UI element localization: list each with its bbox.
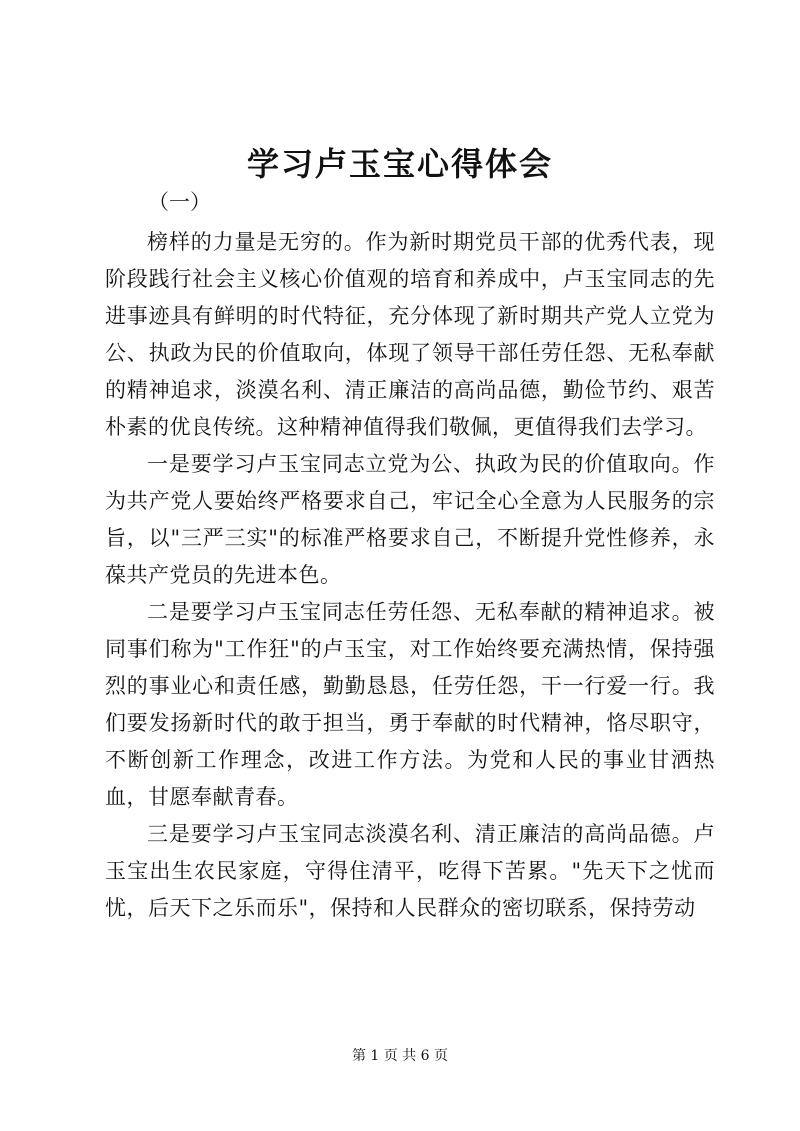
paragraph-intro: 榜样的力量是无穷的。作为新时期党员干部的优秀代表，现阶段践行社会主义核心价值观的培育和养成中，卢玉宝同志的先进事迹具有鲜明的时代特征，充分体现了新时期共产党人立党为公、执政为民的价值取向，体现了领导干部任劳任怨、无私奉献的精神追求，淡漠名利、清正廉洁的高尚品德，勤俭节约、艰苦朴素的优良传统。这种精神值得我们敬佩，更值得我们去学习。 [105, 230, 715, 439]
paragraph-point-three: 三是要学习卢玉宝同志淡漠名利、清正廉洁的高尚品德。卢玉宝出生农民家庭，守得住清平，吃得下苦累。"先天下之忧而忧，后天下之乐而乐"，保持和人民群众的密切联系，保持劳动 [105, 822, 715, 920]
page-footer: 第 1 页 共 6 页 [351, 1048, 449, 1064]
paragraph-point-two: 二是要学习卢玉宝同志任劳任怨、无私奉献的精神追求。被同事们称为"工作狂"的卢玉宝，对工作始终要充满热情，保持强烈的事业心和责任感，勤勤恳恳，任劳任怨，干一行爱一行。我们要发扬新时代的敢于担当，勇于奉献的时代精神，恪尽职守，不断创新工作理念，改进工作方法。为党和人民的事业甘洒热血，甘愿奉献青春。 [105, 600, 715, 809]
document-body [105, 224, 715, 1014]
paragraph-point-one: 一是要学习卢玉宝同志立党为公、执政为民的价值取向。作为共产党人要始终严格要求自己，牢记全心全意为人民服务的宗旨，以"三严三实"的标准严格要求自己，不断提升党性修养，永葆共产党员的先进本色。 [105, 452, 715, 587]
section-number: （一） [148, 190, 211, 214]
document-title: 学习卢玉宝心得体会 [246, 145, 553, 183]
